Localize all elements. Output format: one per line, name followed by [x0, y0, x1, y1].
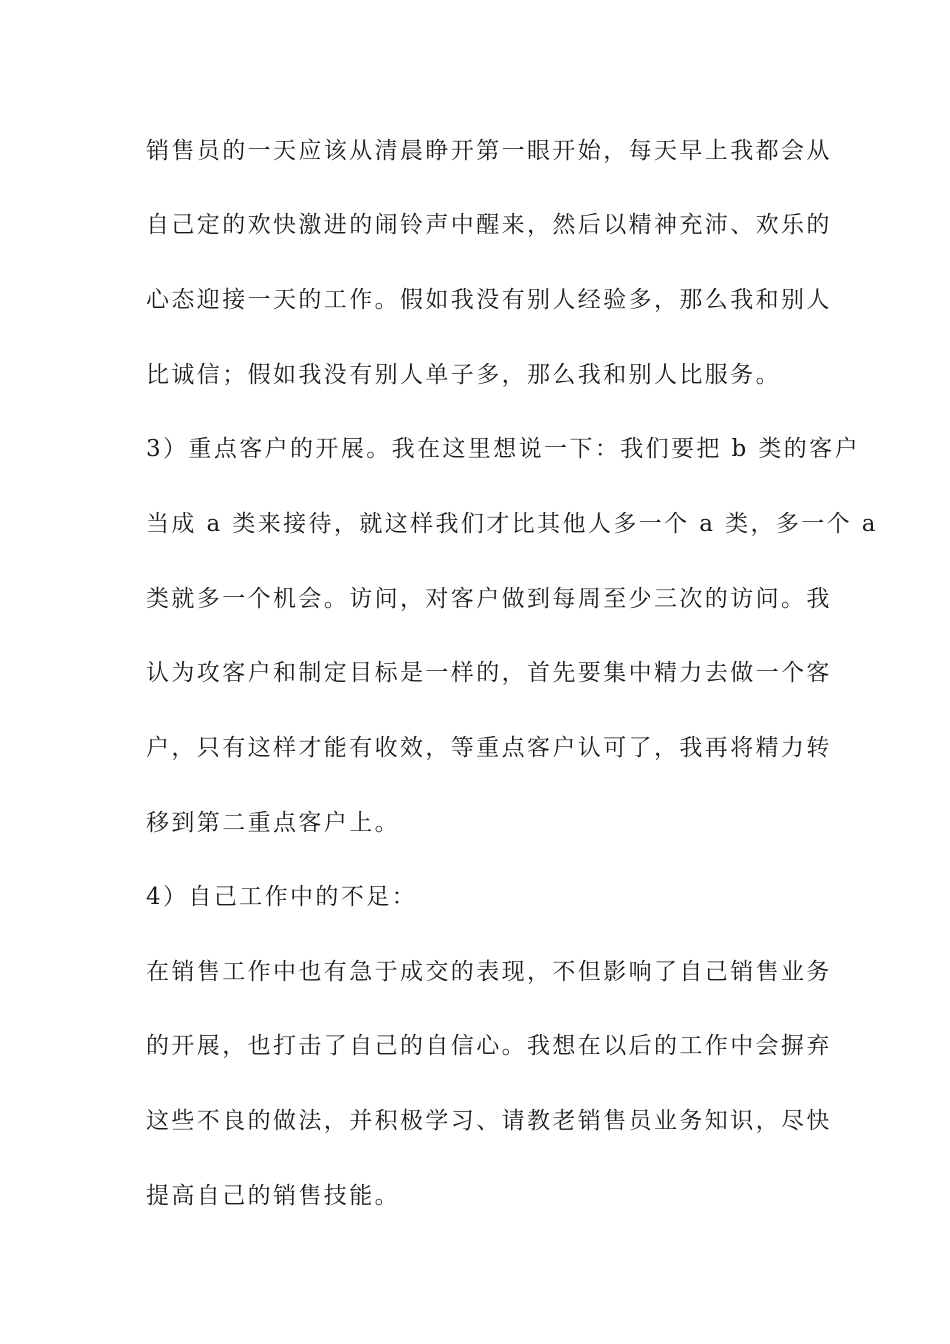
text-line: 3）重点客户的开展。我在这里想说一下：我们要把 b 类的客户	[146, 436, 860, 462]
text-line: 当成 a 类来接待，就这样我们才比其他人多一个 a 类，多一个 a	[146, 511, 878, 537]
text-line: 自己定的欢快激进的闹铃声中醒来，然后以精神充沛、欢乐的	[146, 212, 832, 238]
text-line: 户，只有这样才能有收效，等重点客户认可了，我再将精力转	[146, 735, 832, 761]
text-line: 在销售工作中也有急于成交的表现，不但影响了自己销售业务	[146, 959, 832, 985]
text-line: 销售员的一天应该从清晨睁开第一眼开始，每天早上我都会从	[146, 138, 832, 164]
text-line: 4）自己工作中的不足：	[146, 884, 418, 910]
text-line: 比诚信；假如我没有别人单子多，那么我和别人比服务。	[146, 362, 781, 388]
text-line: 认为攻客户和制定目标是一样的，首先要集中精力去做一个客	[146, 660, 832, 686]
text-line: 提高自己的销售技能。	[146, 1183, 400, 1209]
text-line: 这些不良的做法，并积极学习、请教老销售员业务知识，尽快	[146, 1108, 832, 1134]
text-line: 类就多一个机会。访问，对客户做到每周至少三次的访问。我	[146, 586, 832, 612]
text-line: 心态迎接一天的工作。假如我没有别人经验多，那么我和别人	[146, 287, 832, 313]
text-line: 移到第二重点客户上。	[146, 810, 400, 836]
text-line: 的开展，也打击了自己的自信心。我想在以后的工作中会摒弃	[146, 1033, 832, 1059]
